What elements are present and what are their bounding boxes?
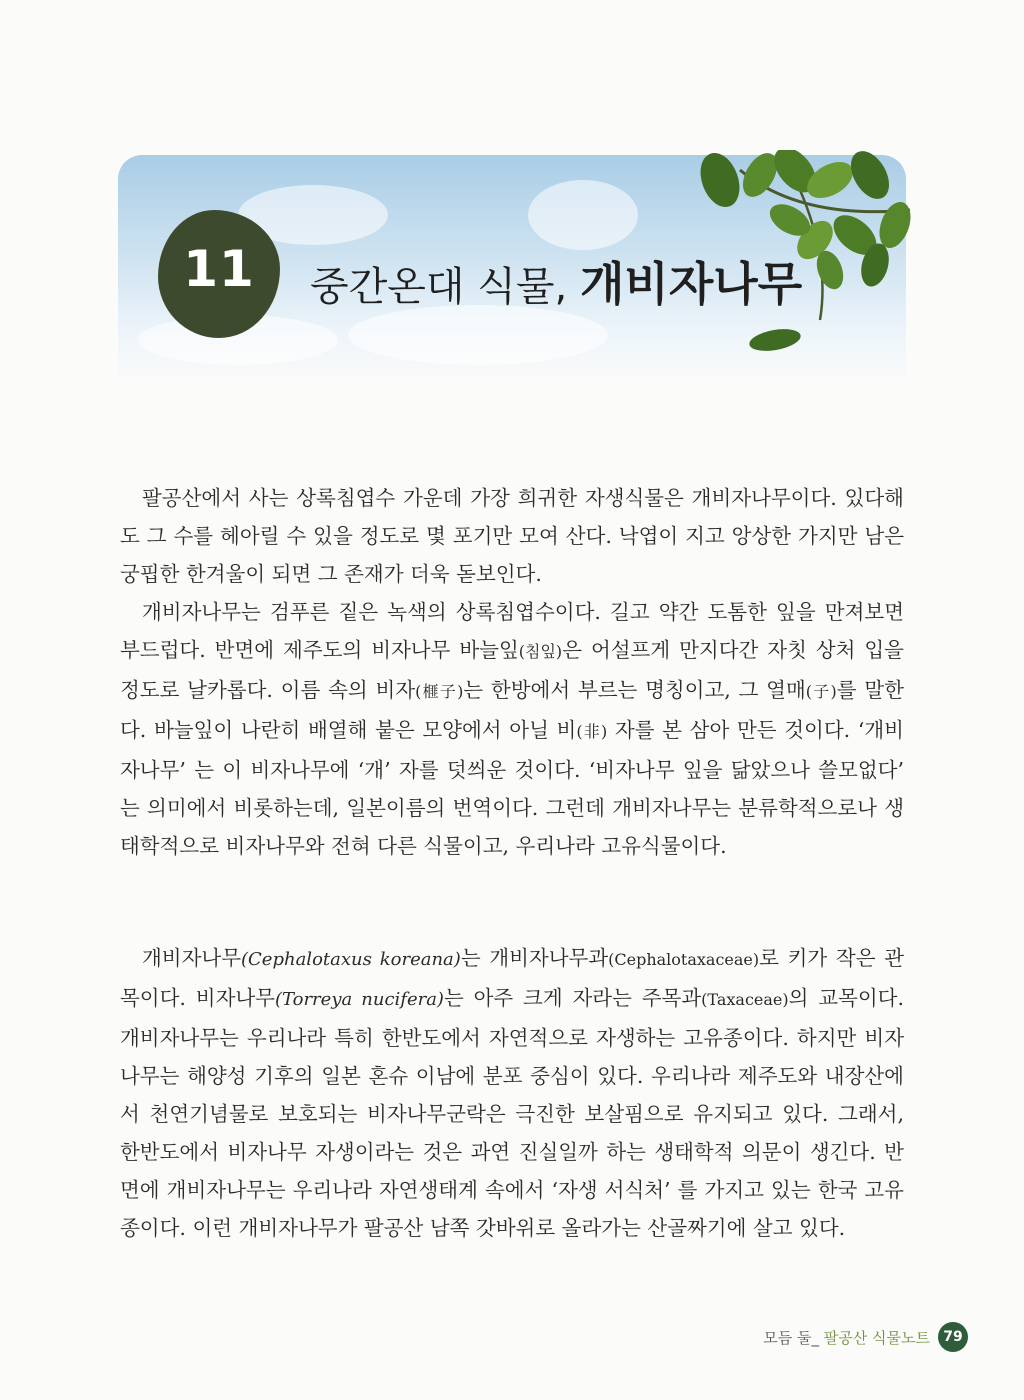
paragraph-3 bbox=[120, 939, 904, 1247]
family-name: (Cephalotaxaceae) bbox=[608, 950, 760, 969]
chapter-title bbox=[310, 248, 802, 314]
cloud-shape bbox=[528, 180, 638, 250]
annotation-span: (子) bbox=[805, 682, 837, 701]
text-span: 는 한방에서 부르는 명칭이고, 그 열매 bbox=[463, 678, 806, 702]
scientific-name: (Cephalotaxus koreana) bbox=[241, 949, 461, 970]
paragraph-2 bbox=[120, 593, 904, 865]
family-name: (Taxaceae) bbox=[701, 990, 789, 1009]
footer-book-title: 팔공산 식물노트 bbox=[823, 1328, 930, 1347]
text-span: 를 말한다. 바늘잎이 나란히 배열해 붙은 모양에서 아닐 비 bbox=[120, 678, 904, 742]
cloud-shape bbox=[348, 305, 608, 365]
text-span: 는 개비자나무과 bbox=[460, 946, 609, 970]
text-span: 의 교목이다. 개비자나무는 우리나라 특히 한반도에서 자연적으로 자생하는 고유종이다. 하지만 비자나무는 해양성 기후의 일본 혼슈 이남에 분포 중심이 있다. 우리나라 제주도와 내장산에서 천연기념물로 보호되는 비자나무군락은 극진한 보살핌으로 유지되고 있다. 그래서, 한반도에서 비자나무 자생이라는 것은 과연 진실일까 하는 생태학적 의문이 생긴다. 반면에 개비자나무는 우리나라 자연생태계 속에서 ‘자생 서식처’ 를 가지고 있는 한국 고유종이다. 이런 개비자나무가 팔공산 남쪽 갓바위로 올라가는 산골짜기에 살고 있다. bbox=[120, 986, 904, 1240]
scientific-name: (Torreya nucifera) bbox=[274, 989, 444, 1010]
chapter-title-prefix: 중간온대 식물, bbox=[310, 264, 580, 310]
running-footer bbox=[763, 1327, 930, 1348]
text-span: 개비자나무는 검푸른 짙은 녹색의 상록침엽수이다. 길고 약간 도톰한 잎을 만져보면 부드럽다. 반면에 제주도의 비자나무 바늘잎 bbox=[120, 600, 904, 662]
chapter-title-emphasis: 개비자나무 bbox=[579, 257, 803, 311]
page-footer bbox=[763, 1322, 968, 1352]
chapter-number: 11 bbox=[183, 240, 255, 298]
text-span: 개비자나무 bbox=[142, 946, 242, 970]
text-span: 은 어설프게 만지다간 자칫 상처 입을 정도로 날카롭다. 이름 속의 비자 bbox=[120, 638, 904, 702]
annotation-span: (榧子) bbox=[415, 682, 464, 701]
text-span: 는 아주 크게 자라는 주목과 bbox=[443, 986, 702, 1010]
body-section-1 bbox=[120, 479, 904, 865]
footer-section: 모듬 둘_ bbox=[763, 1328, 820, 1347]
body-section-2 bbox=[120, 939, 904, 1247]
annotation-span: (非) bbox=[576, 722, 608, 741]
page-number: 79 bbox=[938, 1322, 968, 1352]
text-span: 자를 본 삼아 만든 것이다. ‘개비자나무’ 는 이 비자나무에 ‘개’ 자를 덧씌운 것이다. ‘비자나무 잎을 닮았으나 쓸모없다’ 는 의미에서 비롯하는데, 일본이름의 번역이다. 그런데 개비자나무는 분류학적으로나 생태학적으로 비자나무와 전혀 다른 식물이고, 우리나라 고유식물이다. bbox=[120, 718, 904, 858]
paragraph-1: 팔공산에서 사는 상록침엽수 가운데 가장 희귀한 자생식물은 개비자나무이다. 있다해도 그 수를 헤아릴 수 있을 정도로 몇 포기만 모여 산다. 낙엽이 지고 앙상한 가지만 남은 궁핍한 한겨울이 되면 그 존재가 더욱 돋보인다. bbox=[120, 486, 904, 586]
annotation-span: (침잎) bbox=[518, 642, 563, 661]
text-span: 로 키가 작은 관목이다. 비자나무 bbox=[120, 946, 905, 1010]
